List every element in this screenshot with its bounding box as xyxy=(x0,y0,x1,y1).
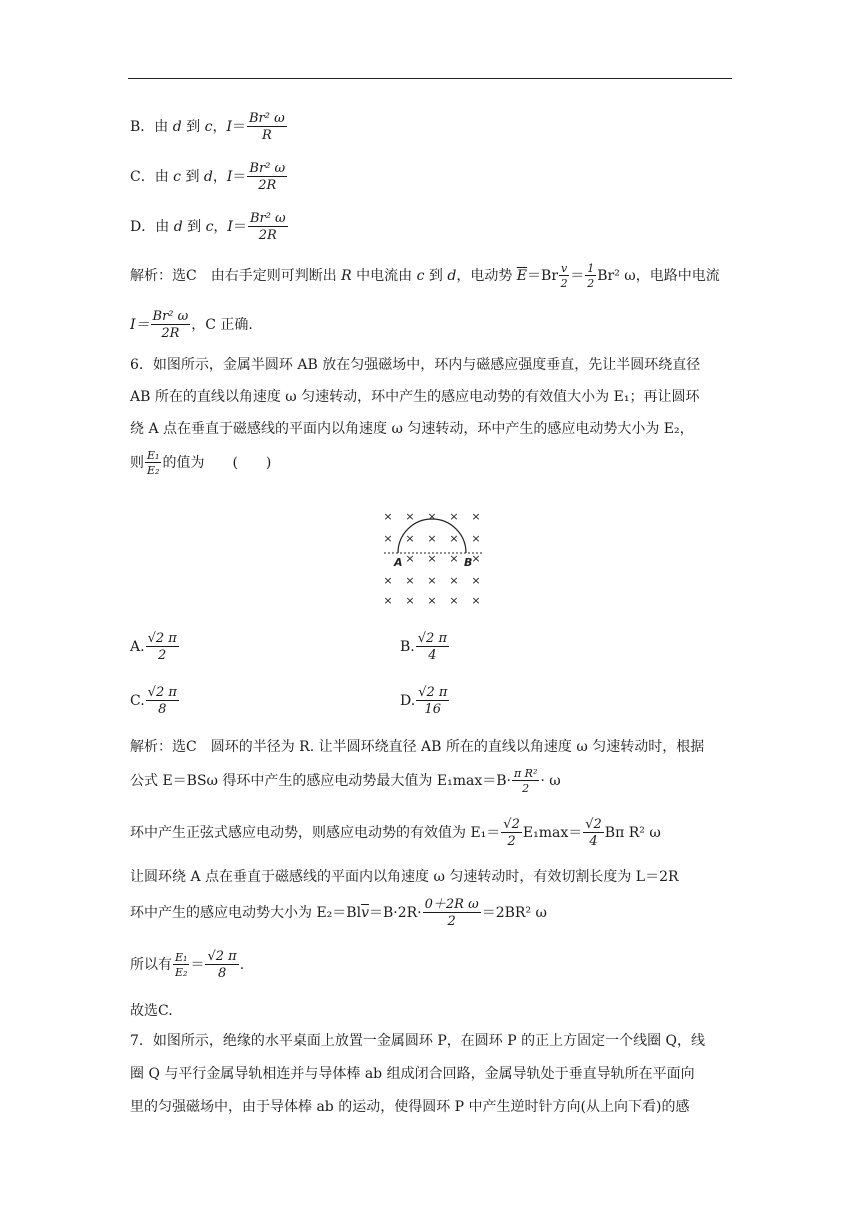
q6-line4: 则 $\frac{\text{E₁}}{\text{E₂}}$ 的值为 ( ) xyxy=(130,449,272,477)
cross-mark: × xyxy=(471,594,481,607)
analysis-6-line4: 让圆环绕 A 点在垂直于磁感线的平面内以角速度 ω 匀速转动时，有效切割长度为 L＝2R xyxy=(130,869,679,885)
cross-mark: × xyxy=(449,532,459,545)
cross-mark: × xyxy=(383,594,393,607)
header-rule xyxy=(128,78,732,79)
cross-mark: × xyxy=(383,510,393,523)
cross-mark: × xyxy=(471,510,481,523)
option-c-prev: C．由 c 到 d，I＝ $\frac{\text{Br² ω}}{2R}$ xyxy=(130,161,286,193)
q6-option-b: B. $\frac{√2 \pi}{4}$ xyxy=(400,631,447,663)
analysis-6-line7: 故选C. xyxy=(130,1003,173,1019)
cross-mark: × xyxy=(449,574,459,587)
point-a-label: A xyxy=(394,556,403,569)
analysis-6-line6: 所以有 $\frac{\text{E₁}}{\text{E₂}}$ ＝ $\frac{√2 \pi}{8}$ . xyxy=(130,949,245,981)
cross-mark: × xyxy=(449,594,459,607)
cross-mark: × xyxy=(449,510,459,523)
q6-option-d: D. $\frac{√2 \pi}{16}$ xyxy=(400,685,448,717)
cross-mark: × xyxy=(471,552,481,565)
analysis-6-line1: 解析：选C 圆环的半径为 R. 让半圆环绕直径 AB 所在的直线以角速度 ω 匀速转动时，根据 xyxy=(130,739,705,755)
cross-mark: × xyxy=(405,532,415,545)
cross-mark: × xyxy=(471,574,481,587)
point-b-label: B xyxy=(464,556,473,569)
analysis-6-line5: 环中产生的感应电动势大小为 $E_2=Bl\overline{v}=B\cdot 2R\cdot$ $\frac{\text{0＋2R ω}}{2}$ ＝2BR² ω xyxy=(130,897,547,929)
cross-mark: × xyxy=(427,532,437,545)
cross-mark: × xyxy=(405,574,415,587)
cross-mark: × xyxy=(405,510,415,523)
analysis-5-line1: 解析：选C 由右手定则可判断出 R 中电流由 c 到 d，电动势 $\overline{E}=Br$ $\frac{v}{2}$ ＝ $\frac{1}{2}$ Br² ω，电路中电流 xyxy=(130,262,720,290)
option-d-prev: D．由 d 到 c，I＝ $\frac{\text{Br² ω}}{2R}$ xyxy=(130,211,286,243)
cross-mark: × xyxy=(383,532,393,545)
q6-line1: 6．如图所示，金属半圆环 AB 放在匀强磁场中，环内与磁感应强度垂直，先让半圆环绕直径 xyxy=(130,357,701,373)
analysis-6-line3: 环中产生正弦式感应电动势，则感应电动势的有效值为 E₁＝ $\frac{√2}{2}$ E₁max＝ $\frac{√2}{4}$ Bπ R² ω xyxy=(130,817,661,849)
q7-line1: 7．如图所示，绝缘的水平桌面上放置一金属圆环 P，在圆环 P 的正上方固定一个线圈 Q，线 xyxy=(130,1033,706,1049)
cross-mark: × xyxy=(405,594,415,607)
cross-mark: × xyxy=(427,510,437,523)
q7-line2: 圈 Q 与平行金属导轨相连并与导体棒 ab 组成闭合回路，金属导轨处于垂直导轨所在平面向 xyxy=(130,1066,695,1082)
q7-line3: 里的匀强磁场中，由于导体棒 ab 的运动，使得圆环 P 中产生逆时针方向(从上向下看)的感 xyxy=(130,1099,690,1115)
cross-mark: × xyxy=(427,594,437,607)
cross-mark: × xyxy=(427,574,437,587)
analysis-5-line2: I＝ $\frac{\text{Br² ω}}{2R}$ ，C 正确. xyxy=(130,309,253,341)
magnetic-field-figure xyxy=(378,506,490,610)
option-b-prev: B．由 d 到 c，I＝ $\frac{\text{Br² ω}}{R}$ xyxy=(130,111,285,143)
cross-mark: × xyxy=(471,532,481,545)
cross-mark: × xyxy=(405,552,415,565)
cross-mark: × xyxy=(427,552,437,565)
cross-mark: × xyxy=(383,574,393,587)
analysis-6-line2: 公式 E＝BSω 得环中产生的感应电动势最大值为 E₁max＝B· $\frac{\text{π R²}}{2}$ · ω xyxy=(130,767,561,795)
q6-line3: 绕 A 点在垂直于磁感线的平面内以角速度 ω 匀速转动，环中产生的感应电动势大小为 E₂， xyxy=(130,421,694,437)
q6-option-a: A. $\frac{√2 \pi}{2}$ xyxy=(130,631,177,663)
q6-line2: AB 所在的直线以角速度 ω 匀速转动，环中产生的感应电动势的有效值大小为 E₁；再让圆环 xyxy=(130,389,700,405)
q6-option-c: C. $\frac{√2 \pi}{8}$ xyxy=(130,685,177,717)
cross-mark: × xyxy=(449,552,459,565)
